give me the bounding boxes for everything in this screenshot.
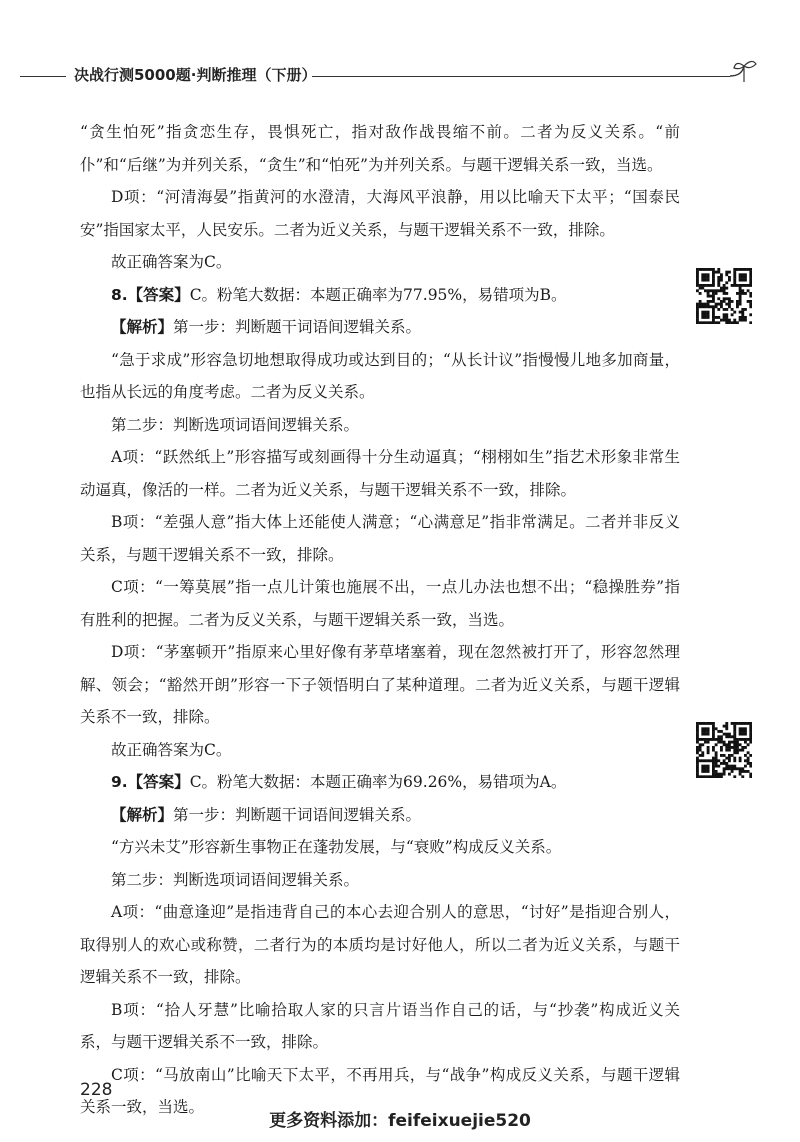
paragraph-text: B项：“差强人意”指大体上还能使人满意；“心满意足”指非常满足。二者并非反义关系，与题干逻辑关系不一致，排除。 [80, 513, 680, 564]
paragraph-text: 第二步：判断选项词语间逻辑关系。 [111, 870, 360, 889]
paragraph-text: C项：“马放南山”比喻天下太平，不再用兵，与“战争”构成反义关系，与题干逻辑关系一致，当选。 [80, 1065, 680, 1116]
paragraph-text: C。粉笔大数据：本题正确率为77.95%，易错项为B。 [189, 285, 567, 304]
header-rule-left [20, 76, 66, 77]
header-title: 决战行测5000题·判断推理（下册） [74, 66, 317, 84]
paragraph [80, 571, 680, 636]
paragraph-text: D项：“茅塞顿开”指原来心里好像有茅草堵塞着，现在忽然被打开了，形容忽然理解、领会；“豁然开朗”形容一下子领悟明白了某种道理。二者为近义关系，与题干逻辑关系不一致，排除。 [80, 643, 680, 726]
paragraph [80, 279, 680, 312]
paragraph-text: 故正确答案为C。 [111, 740, 232, 759]
qr-code [696, 268, 752, 324]
paragraph-text: C项：“一筹莫展”指一点儿计策也施展不出，一点儿办法也想不出；“稳操胜券”指有胜利的把握。二者为反义关系，与题干逻辑关系一致，当选。 [80, 578, 680, 629]
footer-note: 更多资料添加：feifeixuejie520 [269, 1111, 531, 1131]
answer-tag: 【解析】 [111, 318, 174, 336]
sprout-icon [724, 58, 760, 90]
paragraph [80, 896, 680, 994]
page-header [0, 60, 800, 90]
paragraph [80, 246, 680, 279]
paragraph [80, 311, 680, 344]
paragraph [80, 116, 680, 181]
paragraph [80, 181, 680, 246]
answer-tag: 9.【答案】 [111, 773, 190, 791]
paragraph [80, 831, 680, 864]
paragraph-text: “急于求成”形容急切地想取得成功或达到目的；“从长计议”指慢慢儿地多加商量，也指从长远的角度考虑。二者为反义关系。 [80, 350, 680, 401]
body-text [80, 116, 680, 1124]
header-rule-right [312, 76, 730, 77]
paragraph-text: B项：“拾人牙慧”比喻拾取人家的只言片语当作自己的话，与“抄袭”构成近义关系，与题干逻辑关系不一致，排除。 [80, 1000, 680, 1051]
paragraph-text: 第一步：判断题干词语间逻辑关系。 [173, 318, 422, 336]
paragraph-text: A项：“曲意逢迎”是指违背自己的本心去迎合别人的意思，“讨好”是指迎合别人，取得别人的欢心或称赞，二者行为的本质均是讨好他人，所以二者为近义关系，与题干逻辑关系不一致，排除。 [80, 903, 680, 986]
page-number: 228 [80, 1080, 113, 1100]
paragraph-text: C。粉笔大数据：本题正确率为69.26%，易错项为A。 [189, 773, 567, 791]
answer-tag: 【解析】 [111, 805, 174, 824]
paragraph [80, 864, 680, 897]
paragraph [80, 636, 680, 734]
paragraph [80, 441, 680, 506]
paragraph-text: D项：“河清海晏”指黄河的水澄清，大海风平浪静，用以比喻天下太平；“国泰民安”指国家太平，人民安乐。二者为近义关系，与题干逻辑关系不一致，排除。 [80, 188, 680, 239]
answer-tag: 8.【答案】 [111, 285, 190, 304]
paragraph-text: A项：“跃然纸上”形容描写或刻画得十分生动逼真；“栩栩如生”指艺术形象非常生动逼真，像活的一样。二者为近义关系，与题干逻辑关系不一致，排除。 [80, 448, 680, 499]
paragraph [80, 799, 680, 832]
paragraph-text: 第一步：判断题干词语间逻辑关系。 [173, 805, 422, 824]
paragraph-text: 故正确答案为C。 [111, 253, 232, 271]
paragraph [80, 344, 680, 409]
qr-code [696, 722, 752, 778]
paragraph [80, 766, 680, 799]
paragraph [80, 734, 680, 767]
paragraph [80, 994, 680, 1059]
paragraph [80, 409, 680, 442]
paragraph-text: “方兴未艾”形容新生事物正在蓬勃发展，与“衰败”构成反义关系。 [111, 838, 562, 856]
paragraph-text: “贪生怕死”指贪恋生存，畏惧死亡，指对敌作战畏缩不前。二者为反义关系。“前仆”和“后继”为并列关系，“贪生”和“怕死”为并列关系。与题干逻辑关系一致，当选。 [80, 123, 680, 174]
paragraph [80, 506, 680, 571]
paragraph-text: 第二步：判断选项词语间逻辑关系。 [111, 415, 360, 434]
